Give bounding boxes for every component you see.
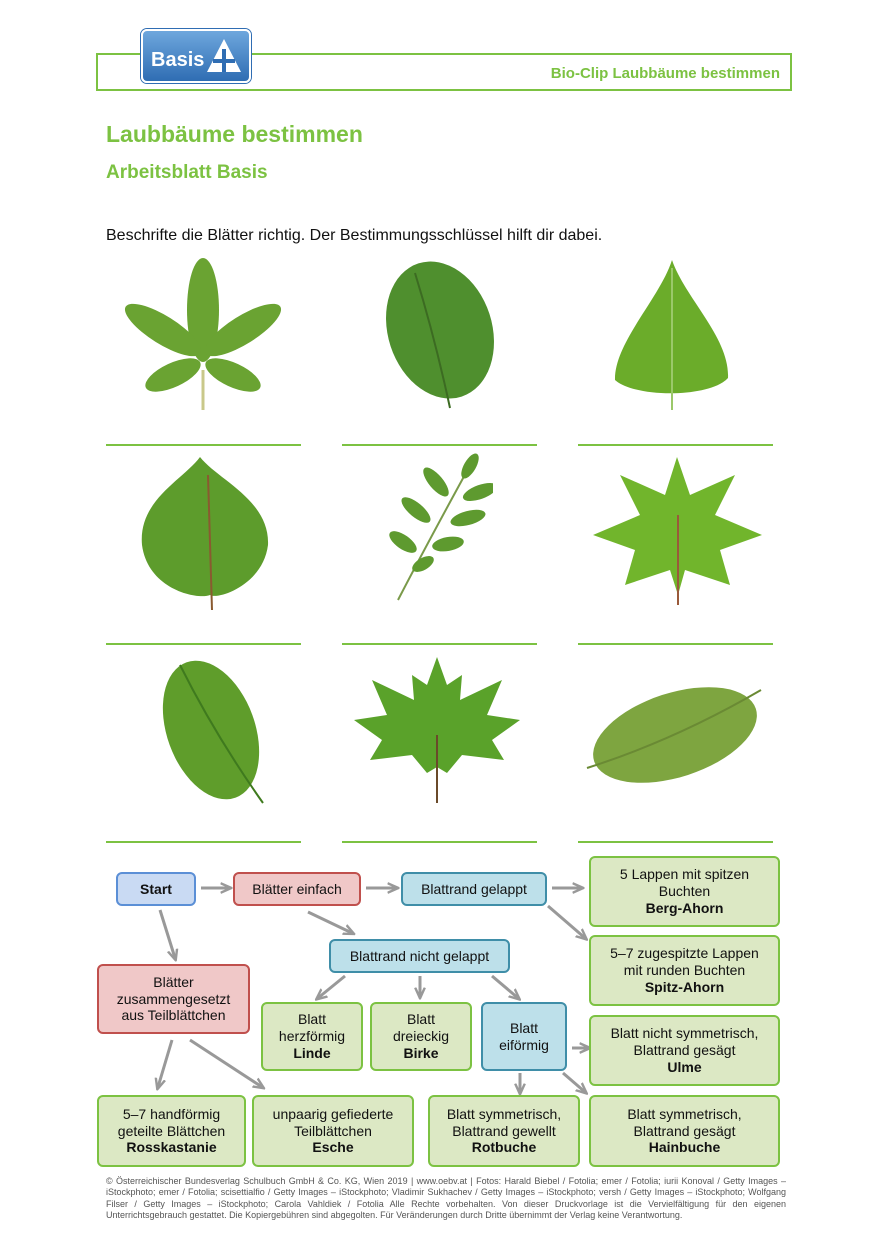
- spitz-line-1: 5–7 zugespitzte Lappen: [610, 945, 759, 962]
- key-berg-ahorn: [589, 856, 780, 927]
- header-title: Bio-Clip Laubbäume bestimmen: [550, 65, 780, 82]
- key-start: [116, 872, 196, 906]
- compound-line-3: aus Teilblättchen: [121, 1007, 226, 1024]
- key-not-lobed: [329, 939, 510, 973]
- berg-answer: Berg-Ahorn: [645, 899, 724, 916]
- esche-line-2: Teilblättchen: [294, 1122, 372, 1139]
- instruction-text: Beschrifte die Blätter richtig. Der Bestimmungsschlüssel hilft dir dabei.: [106, 227, 603, 244]
- key-rosskastanie: [97, 1095, 246, 1167]
- page-subtitle: Arbeitsblatt Basis: [106, 162, 268, 183]
- key-hainbuche: [589, 1095, 780, 1167]
- triangular-line-2: dreieckig: [392, 1028, 450, 1045]
- ulme-line-1: Blatt nicht symmetrisch,: [610, 1025, 759, 1042]
- ross-line-1: 5–7 handförmig: [122, 1105, 221, 1122]
- berg-line-2: Buchten: [658, 883, 711, 900]
- key-start-label: Start: [140, 880, 172, 897]
- key-ulme: [589, 1015, 780, 1086]
- hain-answer: Hainbuche: [648, 1139, 721, 1156]
- key-not-lobed-label: Blattrand nicht gelappt: [349, 947, 490, 964]
- key-heart: [261, 1002, 363, 1071]
- spitz-answer: Spitz-Ahorn: [644, 978, 725, 995]
- esche-answer: Esche: [312, 1139, 354, 1156]
- key-triangular: [370, 1002, 472, 1071]
- heart-line-2: herzförmig: [278, 1028, 346, 1045]
- key-simple-leaves: [233, 872, 361, 906]
- heart-answer: Linde: [293, 1044, 331, 1061]
- key-spitz-ahorn: [589, 935, 780, 1006]
- ross-answer: Rosskastanie: [126, 1139, 217, 1156]
- compound-line-2: zusammengesetzt: [116, 990, 231, 1007]
- hain-line-1: Blatt symmetrisch,: [627, 1105, 742, 1122]
- rot-answer: Rotbuche: [471, 1139, 537, 1156]
- key-compound: [97, 964, 250, 1034]
- compound-line-1: Blätter: [153, 973, 194, 990]
- ulme-answer: Ulme: [667, 1058, 702, 1075]
- page-title: Laubbäume bestimmen: [106, 121, 363, 147]
- heart-line-1: Blatt: [297, 1011, 326, 1028]
- key-lobed: [401, 872, 547, 906]
- key-simple-label: Blätter einfach: [252, 880, 342, 897]
- key-esche: [252, 1095, 414, 1167]
- hain-line-2: Blattrand gesägt: [633, 1122, 736, 1139]
- oval-line-1: Blatt: [509, 1019, 538, 1036]
- spitz-line-2: mit runden Buchten: [623, 962, 746, 979]
- copyright-footer: © Österreichischer Bundesverlag Schulbuch GmbH & Co. KG, Wien 2019 | www.oebv.at | Fotos: Harald Biebel / Fotolia; emer / Fotolia; iurii Konoval / Getty Images – iStockphoto; emer / Fotolia; scisettialfio / Getty Images – iStockphoto; Vladimir Sukhachev / Getty Images – iStockphoto; versh / Getty Images – iStockphoto; Wolfgang Filser / Getty Images – iStockphoto; Carola Vahldiek / Fotolia Alle Rechte vorbehalten. Von dieser Druckvorlage ist die Vervielfältigung für den eigenen Unterrichtsgebrauch gestattet. Die Kopiergebühren sind abgegolten. Für Veränderungen durch Dritte übernimmt der Verlag keine Verantwortung.: [106, 1176, 786, 1220]
- rot-line-2: Blattrand gewellt: [452, 1122, 556, 1139]
- key-oval: [481, 1002, 567, 1071]
- rot-line-1: Blatt symmetrisch,: [446, 1105, 562, 1122]
- key-lobed-label: Blattrand gelappt: [421, 880, 527, 897]
- ulme-line-2: Blattrand gesägt: [633, 1042, 736, 1059]
- berg-line-1: 5 Lappen mit spitzen: [619, 866, 750, 883]
- oval-line-2: eiförmig: [499, 1036, 549, 1053]
- key-rotbuche: [428, 1095, 580, 1167]
- triangular-answer: Birke: [403, 1044, 439, 1061]
- esche-line-1: unpaarig gefiederte: [272, 1105, 394, 1122]
- logo-text: Basis: [151, 49, 205, 71]
- triangular-line-1: Blatt: [406, 1011, 435, 1028]
- ross-line-2: geteilte Blättchen: [117, 1122, 226, 1139]
